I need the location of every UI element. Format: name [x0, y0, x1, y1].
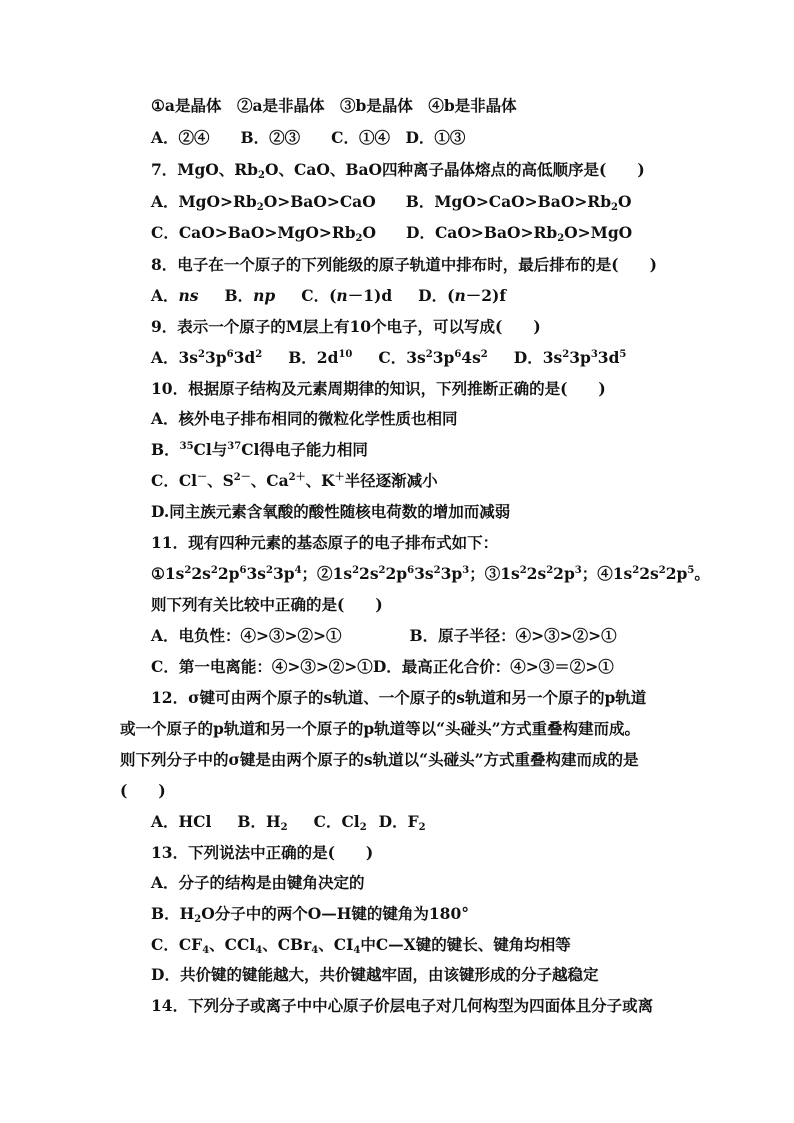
answer-options — [151, 657, 684, 677]
text: A．MgO>Rb — [151, 192, 257, 211]
superscript: 2 — [352, 565, 360, 576]
answer-option — [151, 904, 684, 924]
text: A．HCl — [151, 812, 212, 831]
text: ；③1s — [469, 564, 520, 583]
text: 、CI — [318, 935, 354, 954]
text: 3s — [246, 564, 266, 583]
text: A． — [151, 286, 179, 305]
superscript: 2 — [210, 565, 218, 576]
subscript: 4 — [311, 945, 319, 956]
text: 2p — [665, 564, 688, 583]
answer-options: A．②④ B．②③ C．①④ D．①③ — [151, 128, 466, 147]
text: －1)d — [347, 286, 393, 305]
superscript: 2 — [378, 565, 386, 576]
superscript: 2 — [433, 565, 441, 576]
superscript: 2 — [546, 565, 554, 576]
answer-option: A．核外电子排布相同的微粒化学性质也相同 — [151, 409, 458, 428]
subscript: 2 — [355, 233, 363, 244]
answer-options — [151, 626, 684, 646]
text: D．F — [378, 812, 419, 831]
subscript: 2 — [359, 822, 367, 833]
electron-configurations — [151, 564, 710, 584]
text: 3d — [233, 348, 256, 367]
superscript: 2 — [632, 565, 640, 576]
text: D．最高正化合价：④>③＝②>① — [372, 657, 614, 676]
superscript: 2 — [562, 349, 570, 360]
text: D．3s — [513, 348, 563, 367]
question-12: 12．σ键可由两个原子的s轨道、一个原子的s轨道和另一个原子的p轨道 — [151, 688, 647, 707]
superscript: 3 — [574, 565, 582, 576]
text: Cl与 — [193, 440, 228, 459]
subscript: 2 — [418, 822, 426, 833]
text: C．Cl — [313, 812, 360, 831]
text: B．2d — [288, 348, 339, 367]
text: np — [253, 286, 276, 305]
question-14: 14．下列分子或离子中中心原子价层电子对几何构型为四面体且分子或离 — [151, 996, 654, 1015]
superscript: 6 — [239, 565, 247, 576]
text: n — [336, 286, 348, 305]
text: 、S — [207, 471, 234, 490]
text: 3s — [414, 564, 434, 583]
text: －2)f — [465, 286, 507, 305]
superscript: 2 — [198, 349, 206, 360]
text: O分子中的两个O—H键的键角为180° — [201, 904, 469, 923]
answer-options — [151, 348, 684, 368]
answer-options — [151, 223, 684, 243]
text: D．CaO>BaO>Rb — [406, 223, 558, 242]
text: 4s — [461, 348, 481, 367]
superscript: 2 — [480, 349, 488, 360]
subscript: 4 — [255, 945, 263, 956]
text-line: ( ) — [120, 781, 166, 800]
answer-option: A．分子的结构是由键角决定的 — [151, 873, 365, 892]
text: B．H — [151, 904, 195, 923]
superscript: 6 — [454, 349, 462, 360]
answer-option — [151, 935, 684, 955]
text: C．CF — [151, 935, 203, 954]
superscript: 3 — [590, 349, 598, 360]
superscript: 2＋ — [288, 472, 306, 483]
answer-option: D．共价键的键能越大，共价键越牢固，由该键形成的分子越稳定 — [151, 965, 599, 984]
answer-options — [151, 192, 684, 212]
text: 3p — [205, 348, 227, 367]
text-line: 则下列有关比较中正确的是( ) — [151, 595, 383, 614]
text: C．第一电离能：④>③>②>① — [151, 657, 373, 676]
text: 2p — [553, 564, 575, 583]
text: C．( — [301, 286, 337, 305]
question-7 — [151, 160, 684, 180]
text: 2s — [191, 564, 211, 583]
superscript: 4 — [294, 565, 302, 576]
text: 、CCl — [209, 935, 256, 954]
text: C．3s — [378, 348, 426, 367]
text: 7．MgO、Rb — [151, 160, 259, 179]
superscript: － — [197, 472, 208, 483]
superscript: 2 — [658, 565, 666, 576]
text: 3p — [272, 564, 295, 583]
superscript: 37 — [227, 441, 242, 452]
text: 3p — [440, 564, 463, 583]
text: 2s — [526, 564, 547, 583]
text: 3d — [597, 348, 620, 367]
superscript: ＋ — [334, 472, 345, 483]
superscript: 3 — [462, 565, 470, 576]
answer-options — [151, 286, 684, 306]
text: A．电负性：④>③>②>① — [151, 626, 342, 645]
text: B．原子半径：④>③>②>① — [409, 626, 617, 645]
subscript: 4 — [353, 945, 361, 956]
text: 2s — [639, 564, 659, 583]
superscript: 2 — [425, 349, 433, 360]
question-10: 10．根据原子结构及元素周期律的知识，下列推断正确的是( ) — [151, 379, 606, 398]
superscript: 6 — [407, 565, 415, 576]
superscript: 2 — [519, 565, 527, 576]
text: B．MgO>CaO>BaO>Rb — [405, 192, 612, 211]
answer-options — [151, 812, 684, 832]
subscript: 2 — [611, 202, 618, 213]
text: O>MgO — [564, 223, 633, 242]
superscript: 5 — [687, 565, 695, 576]
answer-option — [151, 471, 684, 491]
subscript: 2 — [557, 233, 565, 244]
text: 、K — [305, 471, 335, 490]
text-line: 则下列分子中的σ键是由两个原子的s轨道以“头碰头”方式重叠构建而成的是 — [120, 750, 639, 769]
subscript: 4 — [202, 945, 210, 956]
text: 2p — [385, 564, 408, 583]
text: A．3s — [151, 348, 199, 367]
text: ；②1s — [301, 564, 353, 583]
text: O、CaO、BaO四种离子晶体熔点的高低顺序是( ) — [264, 160, 645, 179]
question-9: 9．表示一个原子的M层上有10个电子，可以写成( ) — [151, 317, 541, 336]
superscript: 2 — [184, 565, 192, 576]
text: ；④1s — [581, 564, 633, 583]
text: B． — [151, 440, 180, 459]
text: O>BaO>CaO — [263, 192, 376, 211]
text: 、CBr — [262, 935, 312, 954]
text: ns — [178, 286, 199, 305]
text: 。 — [694, 564, 710, 583]
subscript: 2 — [256, 202, 264, 213]
text-line: 或一个原子的p轨道和另一个原子的p轨道等以“头碰头”方式重叠构建而成。 — [120, 719, 641, 738]
question-13: 13．下列说法中正确的是( ) — [151, 843, 374, 862]
answer-option: D.同主族元素含氧酸的酸性随核电荷数的增加而减弱 — [151, 502, 511, 521]
question-8: 8．电子在一个原子的下列能级的原子轨道中排布时，最后排布的是( ) — [151, 255, 657, 274]
question-11: 11．现有四种元素的基态原子的电子排布式如下： — [151, 533, 499, 552]
text: ①1s — [151, 564, 185, 583]
text: 2p — [217, 564, 240, 583]
text: Cl得电子能力相同 — [241, 440, 368, 459]
text: 3p — [432, 348, 455, 367]
superscript: 5 — [619, 349, 627, 360]
superscript: 10 — [338, 349, 353, 360]
superscript: 6 — [226, 349, 234, 360]
superscript: 35 — [179, 441, 194, 452]
text: O — [618, 192, 632, 211]
text: 、Ca — [250, 471, 289, 490]
superscript: 2 — [255, 349, 263, 360]
subscript: 2 — [258, 170, 265, 181]
text: 半径逐渐减小 — [344, 471, 438, 490]
text: 中C—X键的键长、键角均相等 — [360, 935, 571, 954]
text: 2s — [359, 564, 379, 583]
text: D．( — [418, 286, 455, 305]
text: B． — [224, 286, 254, 305]
text: O — [362, 223, 377, 242]
answer-option — [151, 440, 684, 460]
text: n — [454, 286, 466, 305]
subscript: 2 — [280, 822, 288, 833]
superscript: 2 — [265, 565, 273, 576]
superscript: 2－ — [233, 472, 251, 483]
text: 3p — [569, 348, 591, 367]
text: C．CaO>BaO>MgO>Rb — [151, 223, 356, 242]
subscript: 2 — [194, 914, 202, 925]
text-line: ①a是晶体 ②a是非晶体 ③b是晶体 ④b是非晶体 — [151, 96, 517, 115]
text: B．H — [237, 812, 281, 831]
text: C．Cl — [151, 471, 198, 490]
